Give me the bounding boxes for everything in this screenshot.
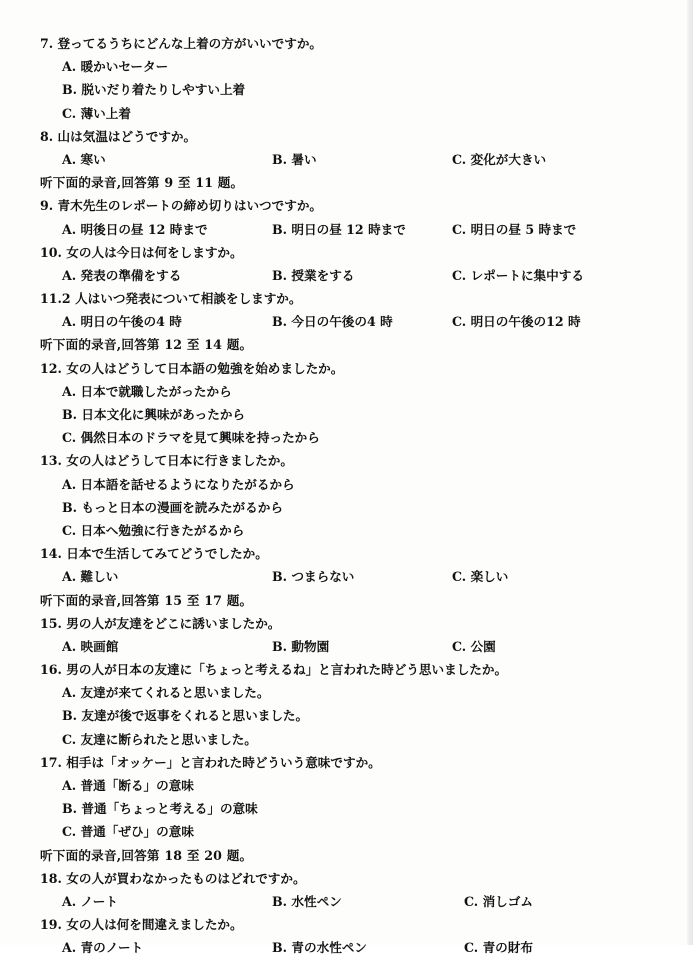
question-17-option-a: A. 普通「断る」の意味 bbox=[62, 778, 194, 793]
question-14-stem: 14. 日本で生活してみてどうでしたか。 bbox=[40, 546, 268, 562]
question-8-options bbox=[40, 148, 680, 171]
question-14-options bbox=[40, 565, 680, 588]
page-edge bbox=[687, 0, 693, 945]
question-11-option-c: C. 明日の午後の12 時 bbox=[452, 314, 581, 330]
section-instruction-15-17: 听下面的录音,回答第 15 至 17 题。 bbox=[40, 592, 253, 608]
question-13-option-b: B. もっと日本の漫画を読みたがるから bbox=[62, 499, 283, 515]
question-10-options bbox=[40, 264, 680, 287]
question-10-option-c: C. レポートに集中する bbox=[452, 267, 584, 283]
question-10-option-b: B. 授業をする bbox=[272, 267, 355, 283]
question-15-option-a: A. 映画館 bbox=[62, 638, 119, 654]
question-12-option-b: B. 日本文化に興味があったから bbox=[62, 407, 246, 422]
question-9-stem: 9. 青木先生のレポートの締め切りはいつですか。 bbox=[40, 198, 323, 214]
question-14-option-b: B. つまらない bbox=[272, 569, 355, 585]
question-11-option-b: B. 今日の午後の4 時 bbox=[272, 314, 393, 330]
question-13-option-c: C. 日本へ勉強に行きたがるから bbox=[62, 522, 245, 538]
question-8-stem: 8. 山は気温はどうですか。 bbox=[40, 128, 197, 144]
question-12-option-a: A. 日本で就職したがったから bbox=[62, 383, 232, 399]
question-17-option-b: B. 普通「ちょっと考える」の意味 bbox=[62, 801, 258, 817]
question-9-option-a: A. 明後日の昼 12 時まで bbox=[62, 221, 208, 237]
question-8-option-a: A. 寒い bbox=[62, 151, 106, 167]
question-16-option-b: B. 友達が後で返事をくれると思いました。 bbox=[62, 708, 309, 724]
question-15-option-b: B. 動物園 bbox=[272, 638, 330, 654]
question-17-stem: 17. 相手は「オッケー」と言われた時どういう意味ですか。 bbox=[40, 754, 381, 770]
question-18-option-a: A. ノート bbox=[62, 893, 118, 909]
question-16-option-c: C. 友達に断られたと思いました。 bbox=[62, 731, 257, 747]
question-16-option-a: A. 友達が来てくれると思いました。 bbox=[62, 685, 270, 701]
question-19-stem: 19. 女の人は何を間違えましたか。 bbox=[40, 917, 243, 933]
question-19-options bbox=[40, 936, 680, 959]
question-15-stem: 15. 男の人が友達をどこに誘いましたか。 bbox=[40, 615, 281, 631]
question-12-stem: 12. 女の人はどうして日本語の勉強を始めましたか。 bbox=[40, 360, 344, 376]
question-7-option-a: A. 暖かいセーター bbox=[62, 59, 169, 75]
question-19-option-a: A. 青のノート bbox=[62, 940, 144, 956]
question-15-option-c: C. 公園 bbox=[452, 638, 496, 654]
question-8-option-c: C. 変化が大きい bbox=[452, 151, 547, 167]
section-instruction-9-11: 听下面的录音,回答第 9 至 11 题。 bbox=[40, 175, 244, 191]
question-7-option-b: B. 脱いだり着たりしやすい上着 bbox=[62, 82, 246, 98]
question-18-options bbox=[40, 890, 680, 913]
section-instruction-12-14: 听下面的录音,回答第 12 至 14 题。 bbox=[40, 337, 253, 353]
question-14-option-c: C. 楽しい bbox=[452, 569, 509, 585]
question-7-option-c: C. 薄い上着 bbox=[62, 105, 131, 121]
question-9-option-c: C. 明日の昼 5 時まで bbox=[452, 221, 577, 237]
question-11-option-a: A. 明日の午後の4 時 bbox=[62, 314, 182, 330]
question-18-stem: 18. 女の人が買わなかったものはどれですか。 bbox=[40, 870, 306, 886]
question-12-option-c: C. 偶然日本のドラマを見て興味を持ったから bbox=[62, 430, 320, 446]
question-19-option-c: C. 青の財布 bbox=[464, 940, 533, 956]
question-7-stem: 7. 登ってるうちにどんな上着の方がいいですか。 bbox=[40, 36, 323, 51]
question-11-stem: 11.2 人はいつ発表について相談をしますか。 bbox=[40, 291, 302, 307]
question-9-options bbox=[40, 218, 680, 241]
question-13-stem: 13. 女の人はどうして日本に行きましたか。 bbox=[40, 453, 293, 469]
question-15-options bbox=[40, 635, 680, 658]
question-9-option-b: B. 明日の昼 12 時まで bbox=[272, 221, 406, 237]
question-11-options bbox=[40, 310, 680, 333]
question-13-option-a: A. 日本語を話せるようになりたがるから bbox=[62, 476, 295, 492]
question-18-option-b: B. 水性ペン bbox=[272, 893, 342, 909]
question-10-stem: 10. 女の人は今日は何をしますか。 bbox=[40, 244, 243, 260]
question-17-option-c: C. 普通「ぜひ」の意味 bbox=[62, 824, 194, 840]
listening-questions bbox=[40, 32, 680, 960]
question-18-option-c: C. 消しゴム bbox=[464, 893, 533, 909]
question-16-stem: 16. 男の人が日本の友達に「ちょっと考えるね」と言われた時どう思いましたか。 bbox=[40, 662, 508, 678]
question-19-option-b: B. 青の水性ペン bbox=[272, 940, 367, 956]
section-instruction-18-20: 听下面的录音,回答第 18 至 20 题。 bbox=[40, 847, 253, 863]
question-10-option-a: A. 発表の準備をする bbox=[62, 267, 182, 283]
question-8-option-b: B. 暑い bbox=[272, 151, 317, 167]
question-14-option-a: A. 難しい bbox=[62, 569, 119, 585]
